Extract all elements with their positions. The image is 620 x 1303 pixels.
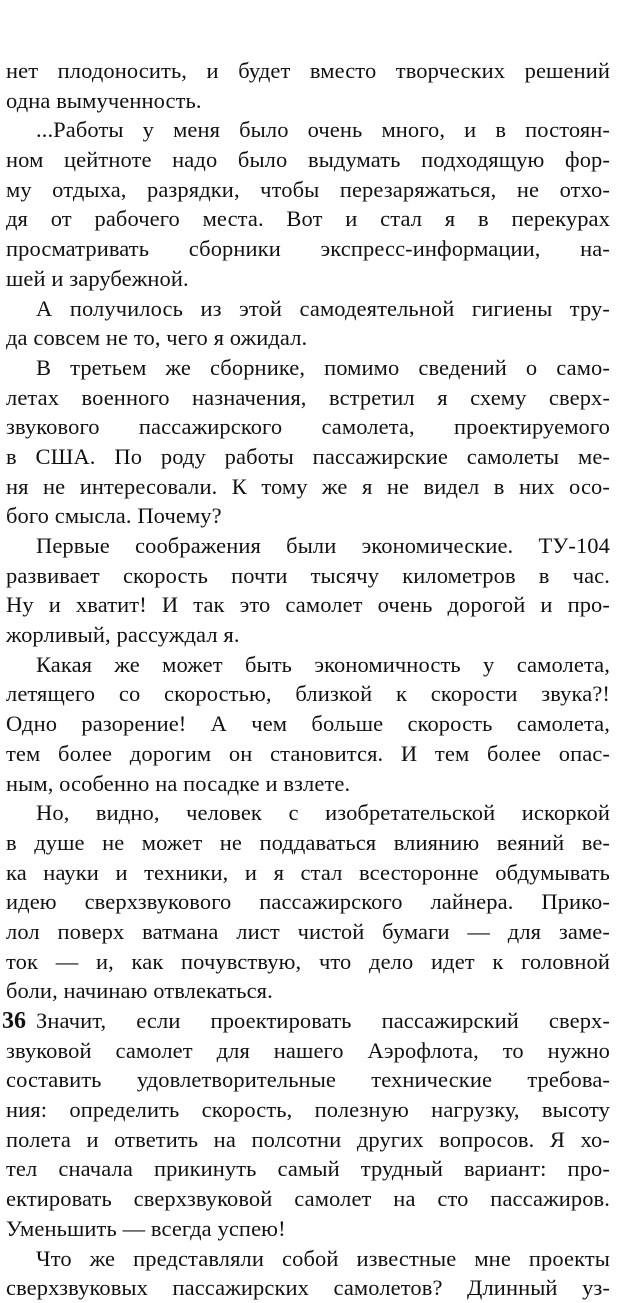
text-line: летящего со скоростью, близкой к скорости звука?!	[6, 681, 610, 707]
text-line: составить удовлетворительные технические требова-	[6, 1067, 610, 1093]
text-line: ным, особенно на посадке и взлете.	[6, 770, 351, 796]
text-line: дя от рабочего места. Вот и стал я в перекурах	[6, 206, 610, 232]
text-line: ном цейтноте надо было выдумать подходящую фор-	[6, 147, 610, 173]
text-line: тем более дорогим он становится. И тем более опас-	[6, 740, 610, 766]
text-line: Что же представляли собой известные мне проекты	[36, 1245, 610, 1271]
text-line: боли, начинаю отвлекаться.	[6, 978, 273, 1004]
text-line: Ну и хватит! И так это самолет очень дорогой и про-	[6, 592, 610, 618]
text-line: ток — и, как почувствую, что дело идет к головной	[6, 948, 610, 974]
text-line: ка науки и техники, и я стал всесторонне обдумывать	[6, 859, 610, 885]
text-line: летах военного назначения, встретил я схему сверх-	[6, 384, 610, 410]
text-line: полета и ответить на полсотни других вопросов. Я хо-	[6, 1126, 610, 1152]
text-line: звукового пассажирского самолета, проектируемого	[6, 414, 610, 440]
text-line: ектировать сверхзвуковой самолет на сто пассажиров.	[6, 1186, 610, 1212]
text-line: жорливый, рассуждал я.	[6, 622, 240, 648]
text-line: Первые соображения были экономические. ТУ-104	[36, 533, 610, 558]
text-line: бого смысла. Почему?	[6, 503, 222, 529]
page-number: 36	[2, 1008, 26, 1034]
text-line: развивает скорость почти тысячу километров в час.	[6, 562, 610, 588]
text-line: ня не интересовали. К тому же я не видел в них осо-	[6, 473, 610, 499]
text-line: нет плодоносить, и будет вместо творческих решений	[6, 58, 610, 83]
text-line: А получилось из этой самодеятельной гигиены тру-	[36, 295, 610, 321]
text-line: просматривать сборники экспресс-информации, на-	[6, 236, 610, 262]
text-line: шей и зарубежной.	[6, 265, 189, 291]
text-line: да совсем не то, чего я ожидал.	[6, 325, 308, 351]
text-line: Одно разорение! А чем больше скорость самолета,	[6, 711, 610, 737]
text-line: ния: определить скорость, полезную нагрузку, высоту	[6, 1097, 610, 1123]
text-line: в США. По роду работы пассажирские самолеты ме-	[6, 443, 610, 469]
text-line: одна вымученность.	[6, 87, 202, 113]
text-line: ...Работы у меня было очень много, и в постоян-	[36, 117, 610, 143]
text-line: Значит, если проектировать пассажирский сверх-	[36, 1008, 610, 1033]
body-text	[6, 56, 610, 1303]
text-line: тел сначала прикинуть самый трудный вариант: про-	[6, 1156, 610, 1182]
text-line: Но, видно, человек с изобретательской искоркой	[36, 800, 610, 826]
text-line: Уменьшить — всегда успею!	[6, 1215, 286, 1241]
text-line: звуковой самолет для нашего Аэрофлота, то нужно	[6, 1037, 610, 1063]
text-line: лол поверх ватмана лист чистой бумаги — для заме-	[6, 918, 610, 944]
text-line: сверхзвуковых пассажирских самолетов? Длинный уз-	[6, 1275, 610, 1301]
text-line: Какая же может быть экономичность у самолета,	[36, 651, 610, 677]
text-line: идею сверхзвукового пассажирского лайнера. Прико-	[6, 889, 610, 915]
text-line: му отдыха, разрядки, чтобы перезаряжаться, не отхо-	[6, 176, 610, 202]
text-line: в душе не может не поддаваться влиянию веяний ве-	[6, 829, 610, 855]
text-line: В третьем же сборнике, помимо сведений о само-	[36, 354, 610, 380]
